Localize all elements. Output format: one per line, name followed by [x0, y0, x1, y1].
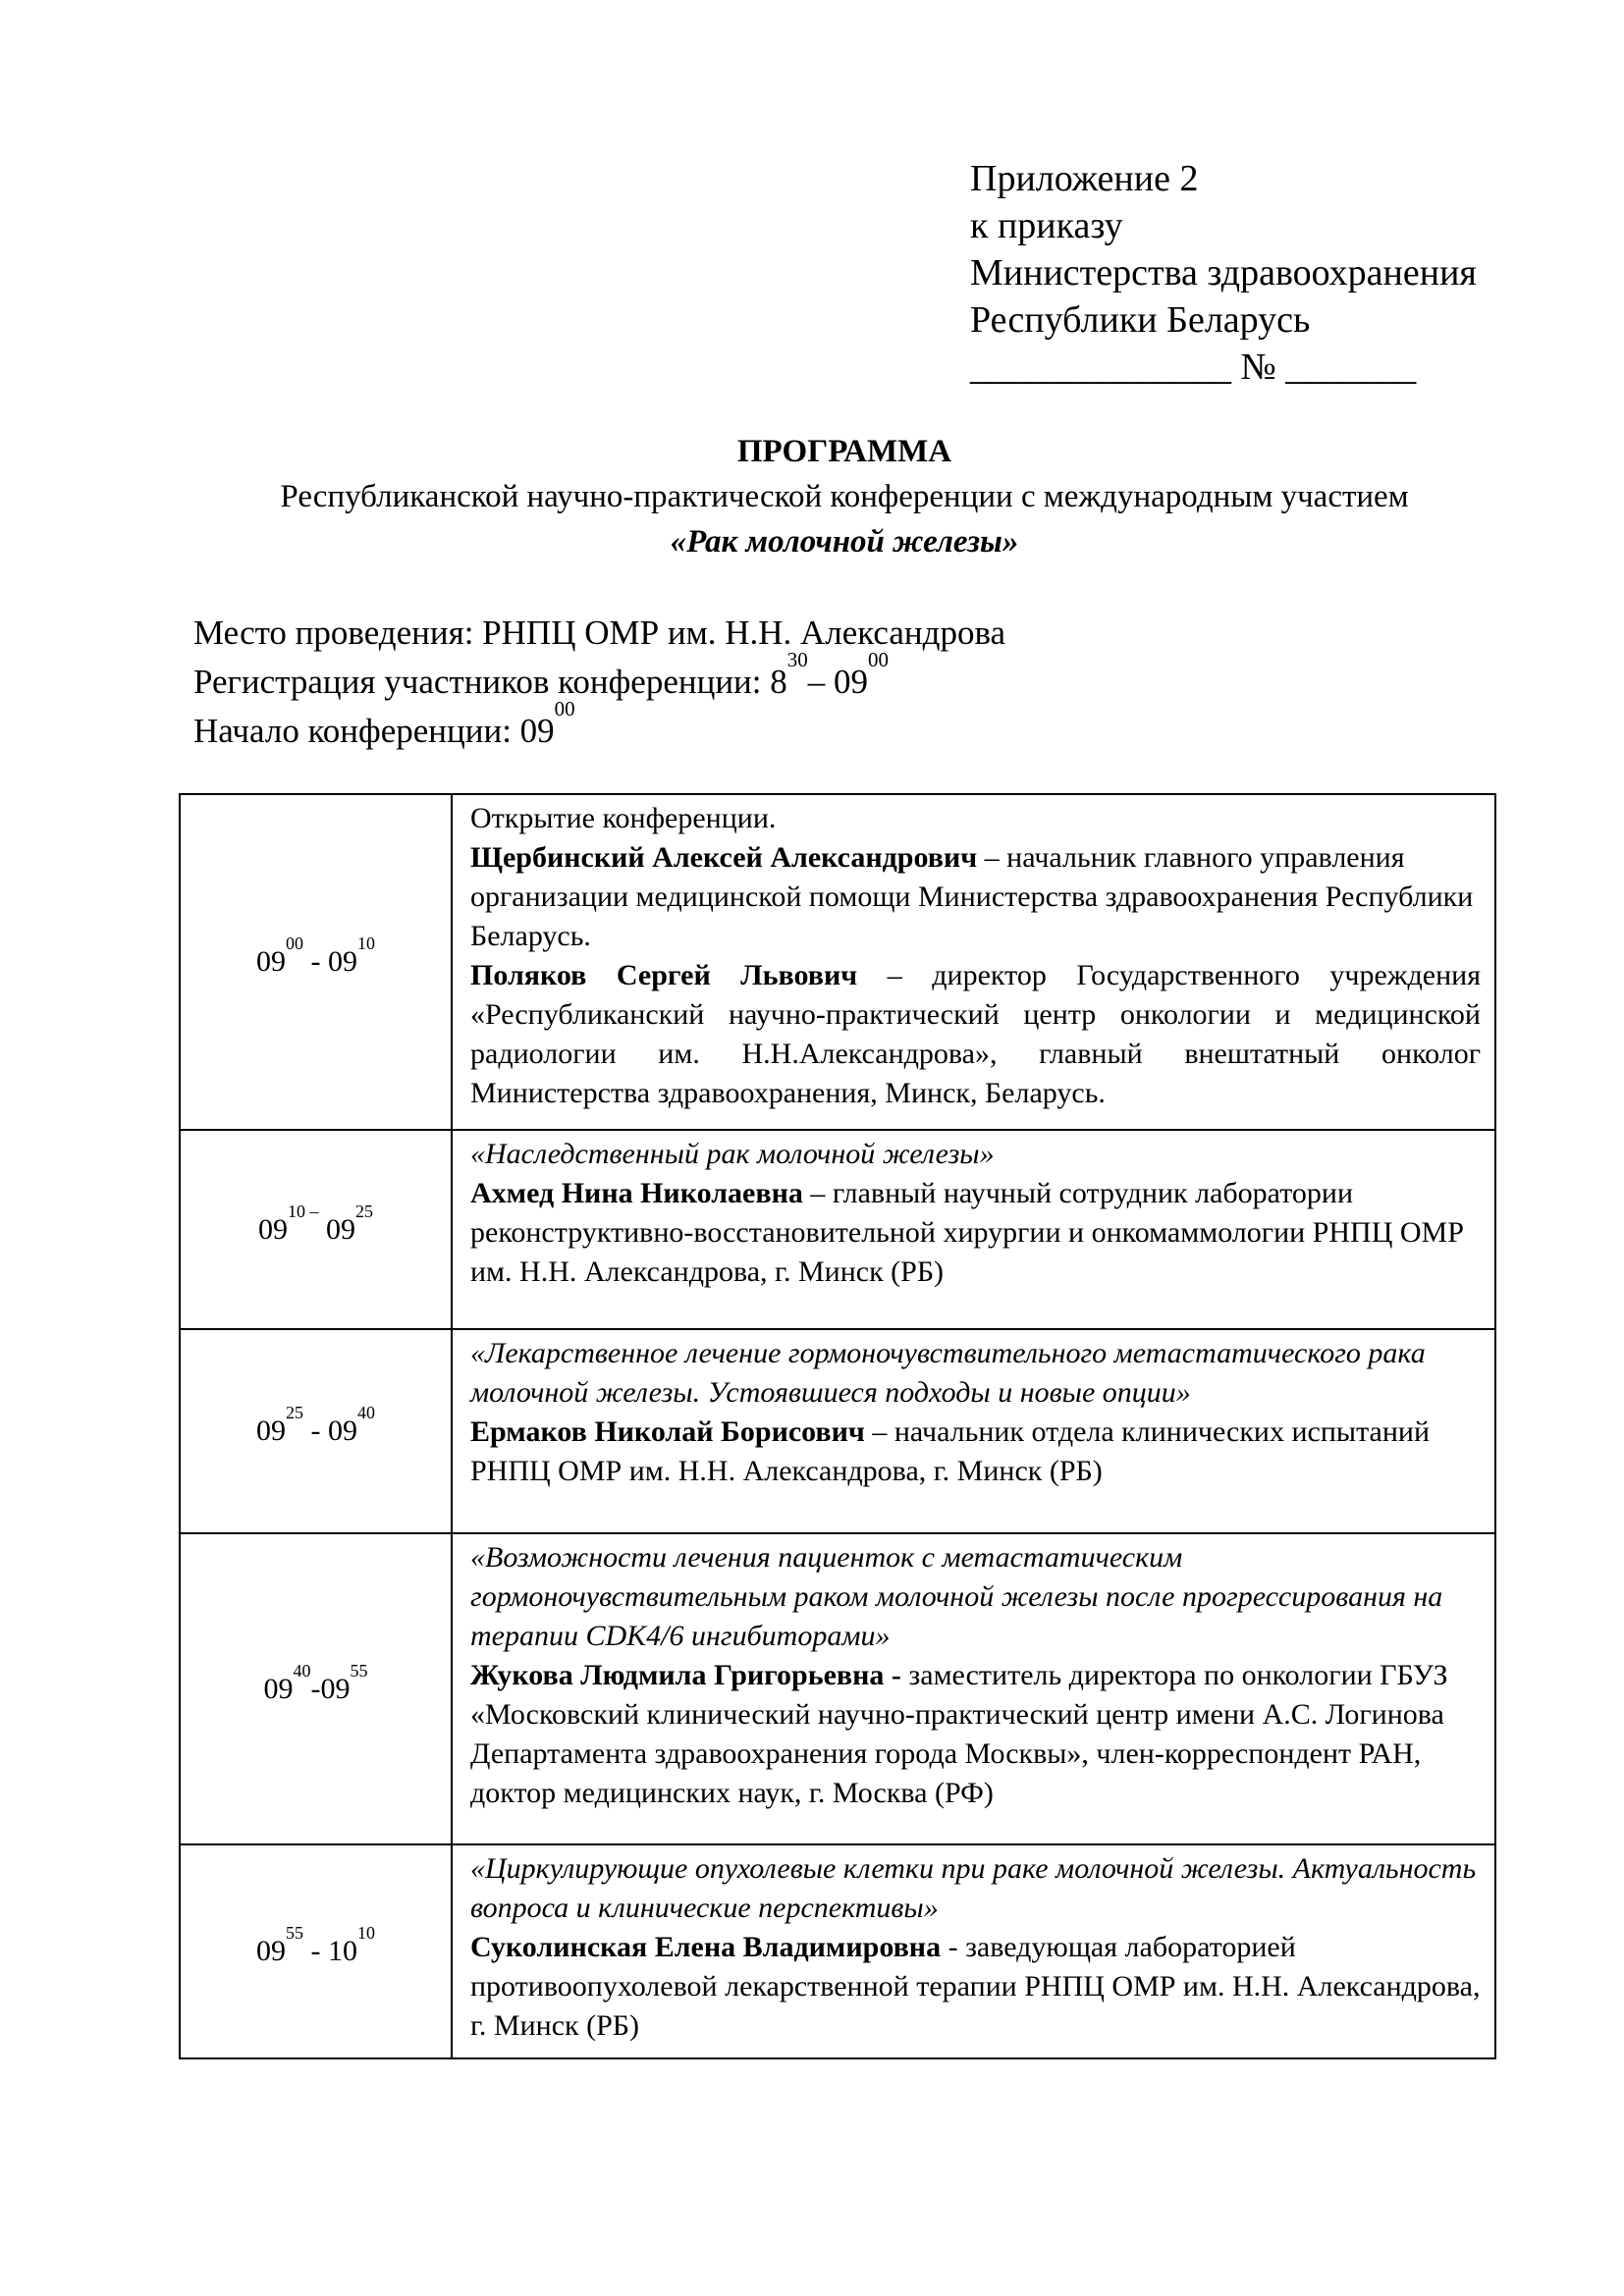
table-row [180, 794, 1495, 1130]
time-start-minutes: 40 [293, 1660, 311, 1681]
appendix-line: Приложение 2 [970, 158, 1199, 199]
time-end-minutes: 25 [355, 1201, 373, 1221]
time-end-minutes: 10 [357, 1923, 375, 1943]
appendix-line: к приказу [970, 205, 1123, 246]
time-cell [180, 1533, 452, 1844]
start-label: Начало конференции: 09 [193, 712, 555, 750]
speaker-role: – главный научный сотрудник лаборатории реконструктивно-восстановительной хирургии и онкомаммологии РНПЦ ОМР им. Н.Н. Александрова, г. Минск (РБ) [470, 1177, 1464, 1288]
registration-label: Регистрация участников конференции: 8 [193, 663, 787, 701]
time-start-hour: 09 [256, 945, 286, 978]
time-cell [180, 1844, 452, 2058]
time-cell [180, 794, 452, 1130]
time-end-minutes: 10 [357, 934, 375, 953]
registration-start-minutes: 30 [786, 648, 808, 671]
description-cell [452, 1844, 1495, 2058]
speaker-entry [470, 956, 1481, 1113]
speaker-role: – директор Государственного учреждения «Республиканский научно-практический центр онкологии и медицинской радиологии им. Н.Н.Александрова», главный внештатный онколог Министерства здравоохранения, Минск, Беларусь. [470, 959, 1482, 1109]
time-cell [180, 1329, 452, 1533]
time-end-hour: 10 [328, 1935, 357, 1967]
talk-topic: «Возможности лечения пациенток с метастатическим гормоночувствительным раком молочной железы после прогрессирования на терапии CDK4/6 ингибиторами» [470, 1541, 1443, 1652]
speaker-entry [470, 1928, 1481, 2046]
speaker-entry [470, 1413, 1481, 1491]
time-separator: - [303, 1415, 328, 1447]
time-start-minutes: 10 – [288, 1201, 319, 1221]
description-cell [452, 1533, 1495, 1844]
time-end-minutes: 55 [350, 1660, 368, 1681]
time-separator: - [303, 1935, 328, 1967]
table-row [180, 1844, 1495, 2058]
time-separator: - [303, 945, 328, 978]
time-start-minutes: 55 [286, 1923, 303, 1943]
time-start-minutes: 00 [286, 934, 303, 953]
speaker-name: Ахмед Нина Николаевна [470, 1177, 803, 1209]
registration-separator: – 09 [807, 663, 869, 701]
table-row [180, 1533, 1495, 1844]
time-start-hour: 09 [258, 1212, 288, 1246]
appendix-block [970, 155, 1559, 391]
conference-info [193, 609, 1470, 756]
speaker-name: Ермаков Николай Борисович [470, 1415, 865, 1448]
registration-end-minutes: 00 [868, 648, 890, 671]
time-end-hour: 09 [328, 1415, 357, 1447]
speaker-name: Щербинский Алексей Александрович [470, 841, 978, 874]
description-cell [452, 1130, 1495, 1329]
speaker-role: заместитель директора по онкологии ГБУЗ «Московский клинический научно-практический центр имени А.С. Логинова Департамента здравоохранения города Москвы», член-корреспондент РАН, доктор медицинских наук, г. Москва (РФ) [470, 1659, 1448, 1809]
time-start-minutes: 25 [286, 1403, 303, 1422]
speaker-role: – начальник отдела клинических испытаний РНПЦ ОМР им. Н.Н. Александрова, г. Минск (РБ) [470, 1415, 1431, 1487]
speaker-entry [470, 1174, 1481, 1292]
speaker-role: - заведующая лабораторией противоопухолевой лекарственной терапии РНПЦ ОМР им. Н.Н. Александрова, г. Минск (РБ) [470, 1931, 1481, 2042]
description-cell [452, 794, 1495, 1130]
session-intro: Открытие конференции. [470, 802, 777, 834]
table-row [180, 1130, 1495, 1329]
time-end-hour: 09 [326, 1212, 355, 1246]
time-end-hour: 09 [328, 945, 357, 978]
speaker-name: Суколинская Елена Владимировна [470, 1931, 942, 1963]
talk-topic: «Наследственный рак молочной железы» [470, 1138, 995, 1170]
start-minutes: 00 [554, 697, 575, 721]
appendix-line: Республики Беларусь [970, 299, 1311, 341]
speaker-entry [470, 1656, 1481, 1813]
talk-topic: «Циркулирующие опухолевые клетки при раке молочной железы. Актуальность вопроса и клинические перспективы» [470, 1852, 1477, 1924]
table-row [180, 1329, 1495, 1533]
program-subtitle: Республиканской научно-практической конференции с международным участием [280, 479, 1409, 514]
time-cell [180, 1130, 452, 1329]
appendix-line: Министерства здравоохранения [970, 252, 1477, 294]
program-topic: «Рак молочной железы» [670, 524, 1019, 560]
venue-line: Место проведения: РНПЦ ОМР им. Н.Н. Александрова [193, 614, 1006, 652]
speaker-name: Поляков Сергей Львович [470, 959, 858, 991]
speaker-role: – начальник главного управления организации медицинской помощи Министерства здравоохранения Республики Беларусь. [470, 841, 1474, 952]
registration-line [193, 648, 1470, 707]
time-separator [319, 1213, 327, 1246]
time-separator: - [310, 1672, 321, 1705]
speaker-name: Жукова Людмила Григорьевна - [470, 1659, 901, 1691]
start-line [193, 697, 1470, 756]
time-start-hour: 09 [256, 1935, 286, 1967]
time-end-hour: 09 [320, 1672, 351, 1705]
time-end-minutes: 40 [357, 1403, 375, 1422]
time-start-hour: 09 [256, 1415, 286, 1447]
program-title: ПРОГРАММА [736, 434, 952, 469]
description-cell [452, 1329, 1495, 1533]
talk-topic: «Лекарственное лечение гормоночувствительного метастатического рака молочной железы. Устоявшиеся подходы и новые опции» [470, 1337, 1426, 1409]
appendix-order-number: ______________ № _______ [970, 347, 1417, 388]
program-heading [147, 429, 1542, 564]
schedule-table [179, 793, 1496, 2059]
speaker-entry [470, 838, 1481, 956]
time-start-hour: 09 [263, 1672, 294, 1705]
